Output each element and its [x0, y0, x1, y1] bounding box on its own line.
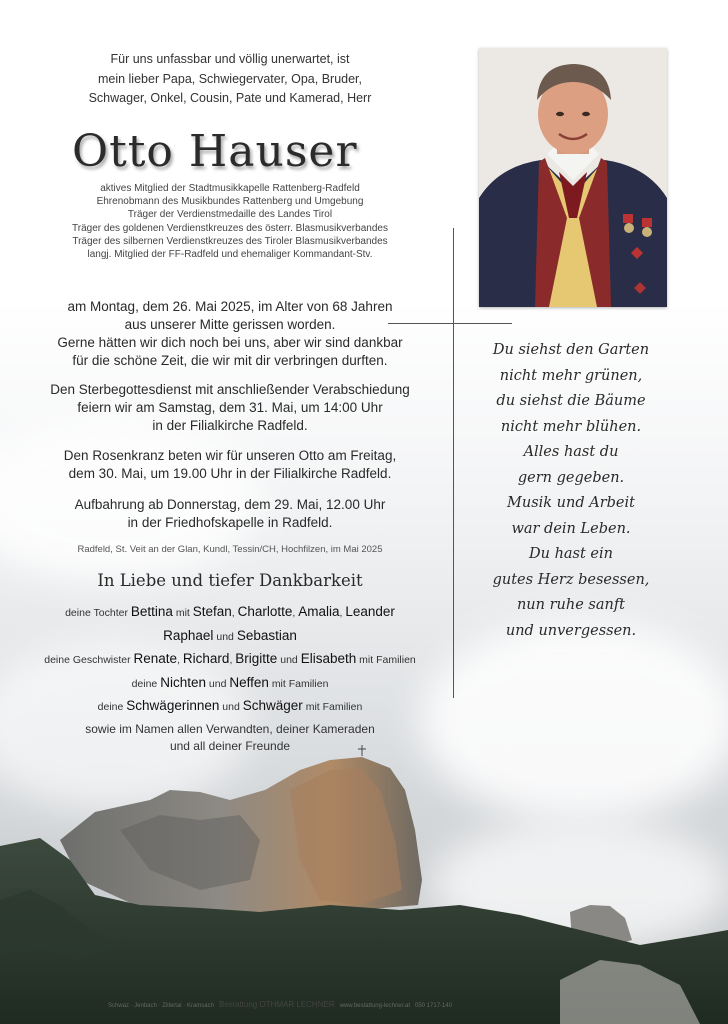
title-line: Ehrenobmann des Musikbundes Rattenberg und Umgebung — [96, 196, 364, 208]
cross-vertical-line — [453, 228, 454, 698]
poem-line: Alles hast du — [523, 444, 619, 460]
deceased-name: Otto Hauser — [72, 126, 358, 177]
closing-line: und all deiner Freunde — [169, 739, 291, 753]
portrait-photo — [479, 48, 667, 307]
relative-name: Schwäger — [242, 698, 303, 713]
death-line: für die schöne Zeit, die wir mit dir verbringen durften. — [72, 353, 388, 368]
death-line: Gerne hätten wir dich noch bei uns, aber wir sind dankbar — [57, 335, 403, 350]
relation-text: mit — [175, 607, 190, 619]
relation-text: mit Familien — [271, 677, 329, 690]
relative-name: Nichten — [160, 674, 206, 690]
relative-name: Schwägerinnen — [126, 698, 220, 713]
relative-name: Sebastian — [236, 627, 297, 643]
title-line: langj. Mitglied der FF-Radfeld und ehemaliger Kommandant-Stv. — [87, 249, 373, 261]
poem-line: und unvergessen. — [505, 622, 637, 639]
relative-name: Raphael — [163, 627, 214, 643]
closing-text — [0, 721, 460, 755]
service-line: in der Filialkirche Radfeld. — [152, 418, 308, 433]
cross-horizontal-line — [388, 323, 512, 324]
relation-text: und — [208, 677, 227, 690]
service-line: feiern wir am Samstag, dem 31. Mai, um 14:00 Uhr — [77, 400, 383, 415]
title-line: Träger der Verdienstmedaille des Landes Tirol — [127, 209, 333, 221]
relative-name: Amalia — [298, 604, 340, 619]
death-notice — [0, 298, 460, 370]
relatives-list — [0, 601, 460, 719]
relatives-line — [0, 625, 460, 649]
relation-text: deine Tochter — [65, 607, 128, 619]
relative-name: Leander — [345, 604, 395, 619]
relative-name: Brigitte — [235, 651, 278, 666]
service-line: Den Sterbegottesdienst mit anschließender Verabschiedung — [50, 382, 410, 397]
relative-name: Elisabeth — [300, 651, 357, 666]
poem-line: Musik und Arbeit — [507, 495, 635, 511]
viewing-line: in der Friedhofskapelle in Radfeld. — [127, 515, 333, 530]
poem-line: Du hast ein — [529, 546, 613, 562]
viewing-notice — [0, 496, 460, 532]
relatives-line: deine Geschwister Renate, Richard, Brigitte und Elisabeth mit Familien — [44, 651, 416, 666]
relation-text: deine — [131, 677, 158, 690]
relation-text: und — [280, 654, 298, 666]
poem-line: nicht mehr blühen. — [500, 418, 642, 435]
poem-line: war dein Leben. — [511, 520, 631, 537]
poem-line: Du siehst den Garten — [492, 342, 650, 358]
intro-text — [0, 50, 460, 109]
relative-name: Richard — [182, 651, 230, 666]
relation-text: und — [216, 630, 234, 643]
love-heading: In Liebe und tiefer Dankbarkeit — [97, 571, 363, 590]
intro-line: mein lieber Papa, Schwiegervater, Opa, Bruder, — [97, 71, 363, 86]
memorial-poem — [466, 338, 676, 644]
title-line: Träger des goldenen Verdienstkreuzes des österr. Blasmusikverbandes — [72, 222, 388, 234]
relation-text: mit Familien — [359, 654, 416, 666]
intro-line: Schwager, Onkel, Cousin, Pate und Kamerad, Herr — [88, 91, 372, 105]
poem-line: nicht mehr grünen, — [499, 367, 643, 384]
rosary-line: Den Rosenkranz beten wir für unseren Otto am Freitag, — [63, 448, 397, 463]
title-line: Träger des silbernen Verdienstkreuzes des Tiroler Blasmusikverbandes — [72, 235, 388, 247]
rosary-line: dem 30. Mai, um 19.00 Uhr in der Filialkirche Radfeld. — [68, 466, 392, 481]
relative-name: Neffen — [229, 674, 269, 690]
death-line: aus unserer Mitte gerissen worden. — [124, 317, 336, 332]
intro-line: Für uns unfassbar und völlig unerwartet, ist — [110, 52, 350, 66]
footer-web: www.bestattung-lechner.at — [339, 1003, 410, 1009]
relation-text: und — [222, 701, 240, 713]
poem-line: nun ruhe sanft — [516, 597, 626, 613]
relation-text: deine Geschwister — [44, 654, 131, 666]
relatives-line: deine Tochter Bettina mit Stefan, Charlotte, Amalia, Leander — [65, 604, 395, 619]
death-line: am Montag, dem 26. Mai 2025, im Alter von 68 Jahren — [67, 299, 393, 314]
poem-line: gern gegeben. — [517, 469, 625, 486]
viewing-line: Aufbahrung ab Donnerstag, dem 29. Mai, 12.00 Uhr — [74, 497, 386, 512]
relation-text: mit Familien — [305, 701, 363, 713]
relative-name: Bettina — [130, 604, 173, 619]
poem-line: gutes Herz besessen, — [492, 571, 650, 588]
funeral-service — [0, 381, 460, 435]
portrait-illustration — [479, 48, 667, 307]
title-line: aktives Mitglied der Stadtmusikkapelle Rattenberg-Radfeld — [100, 183, 360, 194]
footer-brand: Bestattung OTHMAR LECHNER — [219, 1000, 335, 1009]
footer-locations: Schwaz · Jenbach · Zillertal · Kramsach — [107, 1003, 214, 1009]
honorary-titles — [0, 182, 460, 261]
places-date: Radfeld, St. Veit an der Glan, Kundl, Tessin/CH, Hochfilzen, im Mai 2025 — [77, 544, 383, 555]
relative-name: Stefan — [192, 604, 232, 619]
footer-phone: 050 1717-140 — [415, 1003, 453, 1009]
relatives-line — [0, 695, 460, 719]
relative-name: Charlotte — [237, 604, 293, 619]
poem-line: du siehst die Bäume — [496, 393, 646, 409]
relatives-line — [0, 672, 460, 696]
relation-text: deine — [97, 701, 124, 713]
funeral-home-footer — [0, 1000, 560, 1009]
relative-name: Renate — [133, 651, 178, 666]
rosary-notice — [0, 447, 460, 483]
closing-line: sowie im Namen allen Verwandten, deiner Kameraden — [85, 722, 375, 736]
